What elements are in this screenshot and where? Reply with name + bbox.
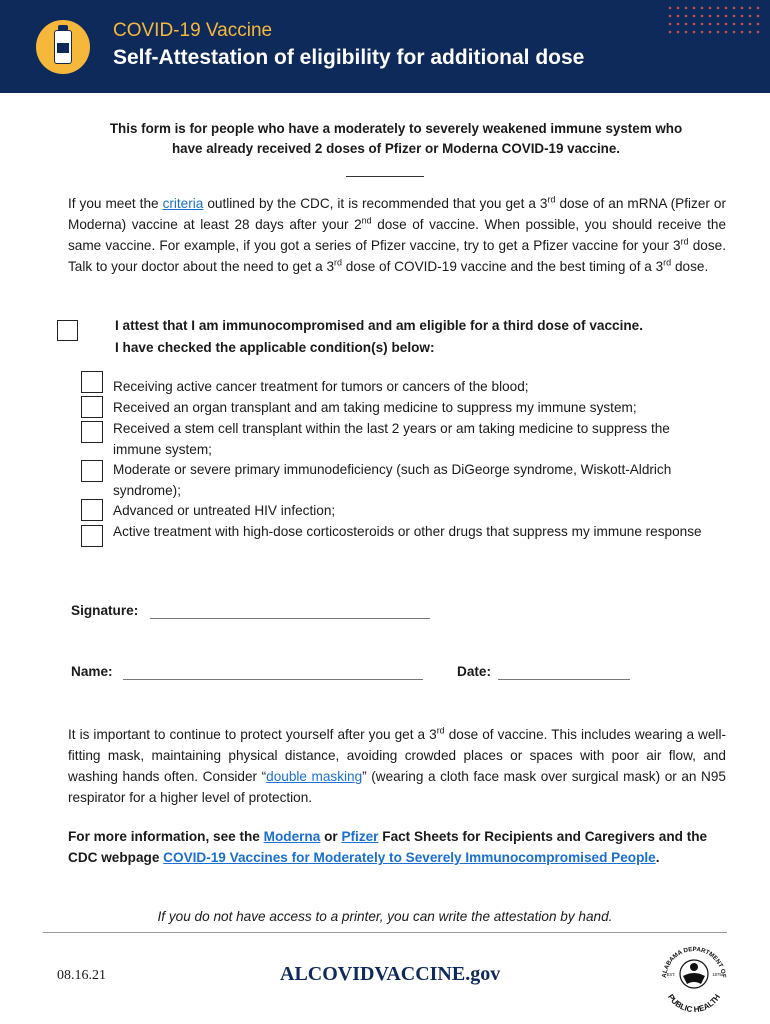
pfizer-link[interactable]: Pfizer xyxy=(341,829,379,844)
seal-year: 1875 xyxy=(712,972,722,977)
condition-corticosteroids: Active treatment with high-dose corticosteroids or other drugs that suppress my immune response xyxy=(113,524,702,539)
condition-stem-cell: Received a stem cell transplant within the last 2 years or am taking medicine to suppress the immune system; xyxy=(113,421,670,457)
header-banner xyxy=(0,0,770,93)
recommendation-paragraph: If you meet the criteria outlined by the CDC, it is recommended that you get a 3rd dose of an mRNA (Pfizer or Moderna) vaccine at least 28 days after your 2nd dose of vaccine. When possible, you should receive the same vaccine. For example, if you got a series of Pfizer vaccine, try to get a Pfizer vaccine for your 3rd dose. Talk to your doctor about the need to get a 3rd dose of COVID-19 vaccine and the best timing of a 3rd dose. xyxy=(68,194,727,274)
intro-statement xyxy=(70,119,722,159)
condition-hiv: Advanced or untreated HIV infection; xyxy=(113,503,336,518)
more-info-paragraph: For more information, see the Moderna or Pfizer Fact Sheets for Recipients and Caregivers and the CDC webpage COVID-19 Vaccines for Moderately to Severely Immunocompromised People. xyxy=(68,829,708,865)
divider xyxy=(346,176,424,177)
signature-label: Signature: xyxy=(71,603,139,618)
seal-bottom-text: PUBLIC HEALTH xyxy=(665,992,723,1015)
vaccine-vial-icon xyxy=(36,20,90,74)
signature-field[interactable] xyxy=(150,618,430,619)
condition-checkbox-organ-transplant[interactable] xyxy=(81,396,103,418)
document-date: 08.16.21 xyxy=(57,968,106,983)
alabama-public-health-seal-icon xyxy=(655,940,733,1018)
condition-checkbox-hiv[interactable] xyxy=(81,499,103,521)
date-label: Date: xyxy=(457,664,491,679)
website-url: ALCOVIDVACCINE.gov xyxy=(280,963,501,985)
handwrite-note: If you do not have access to a printer, you can write the attestation by hand. xyxy=(157,909,613,924)
seal-top-text: ALABAMA DEPARTMENT OF xyxy=(660,945,728,979)
name-label: Name: xyxy=(71,664,113,679)
protection-paragraph: It is important to continue to protect yourself after you get a 3rd dose of vaccine. This includes wearing a well-fitting mask, maintaining physical distance, avoiding crowded places or spaces with poor air flow, and washing hands often. Consider “double masking” (wearing a cloth face mask over surgical mask) or an N95 respirator for a higher level of protection. xyxy=(68,725,726,805)
condition-organ-transplant: Received an organ transplant and am taking medicine to suppress my immune system; xyxy=(113,400,637,415)
condition-immunodeficiency: Moderate or severe primary immunodeficiency (such as DiGeorge syndrome, Wiskott-Aldrich syndrome); xyxy=(113,462,672,498)
attestation-statement: I attest that I am immunocompromised and am eligible for a third dose of vaccine. I have checked the applicable condition(s) below: xyxy=(115,318,643,355)
moderna-link[interactable]: Moderna xyxy=(263,829,321,844)
name-field[interactable] xyxy=(123,679,423,680)
seal-est: EST. xyxy=(666,972,676,977)
condition-checkbox-immunodeficiency[interactable] xyxy=(81,460,103,482)
condition-checkbox-corticosteroids[interactable] xyxy=(81,525,103,547)
condition-cancer: Receiving active cancer treatment for tumors or cancers of the blood; xyxy=(113,379,529,394)
intro-line-1: This form is for people who have a moderately to severely weakened immune system who xyxy=(109,121,683,136)
decorative-dots xyxy=(666,4,762,34)
cdc-webpage-link[interactable]: COVID-19 Vaccines for Moderately to Severely Immunocompromised People xyxy=(163,850,656,865)
double-masking-link[interactable]: double masking xyxy=(266,769,363,784)
svg-text:PUBLIC HEALTH xyxy=(666,992,722,1014)
header-subtitle: COVID-19 Vaccine xyxy=(113,20,273,41)
condition-checkbox-stem-cell[interactable] xyxy=(81,421,103,443)
date-field[interactable] xyxy=(498,679,630,680)
attest-checkbox[interactable] xyxy=(57,320,78,341)
intro-line-2: have already received 2 doses of Pfizer or Moderna COVID-19 vaccine. xyxy=(171,141,621,156)
condition-checkbox-cancer[interactable] xyxy=(81,371,103,393)
page-title: Self-Attestation of eligibility for additional dose xyxy=(113,46,585,69)
criteria-link[interactable]: criteria xyxy=(162,196,204,211)
footer-divider xyxy=(43,932,727,933)
